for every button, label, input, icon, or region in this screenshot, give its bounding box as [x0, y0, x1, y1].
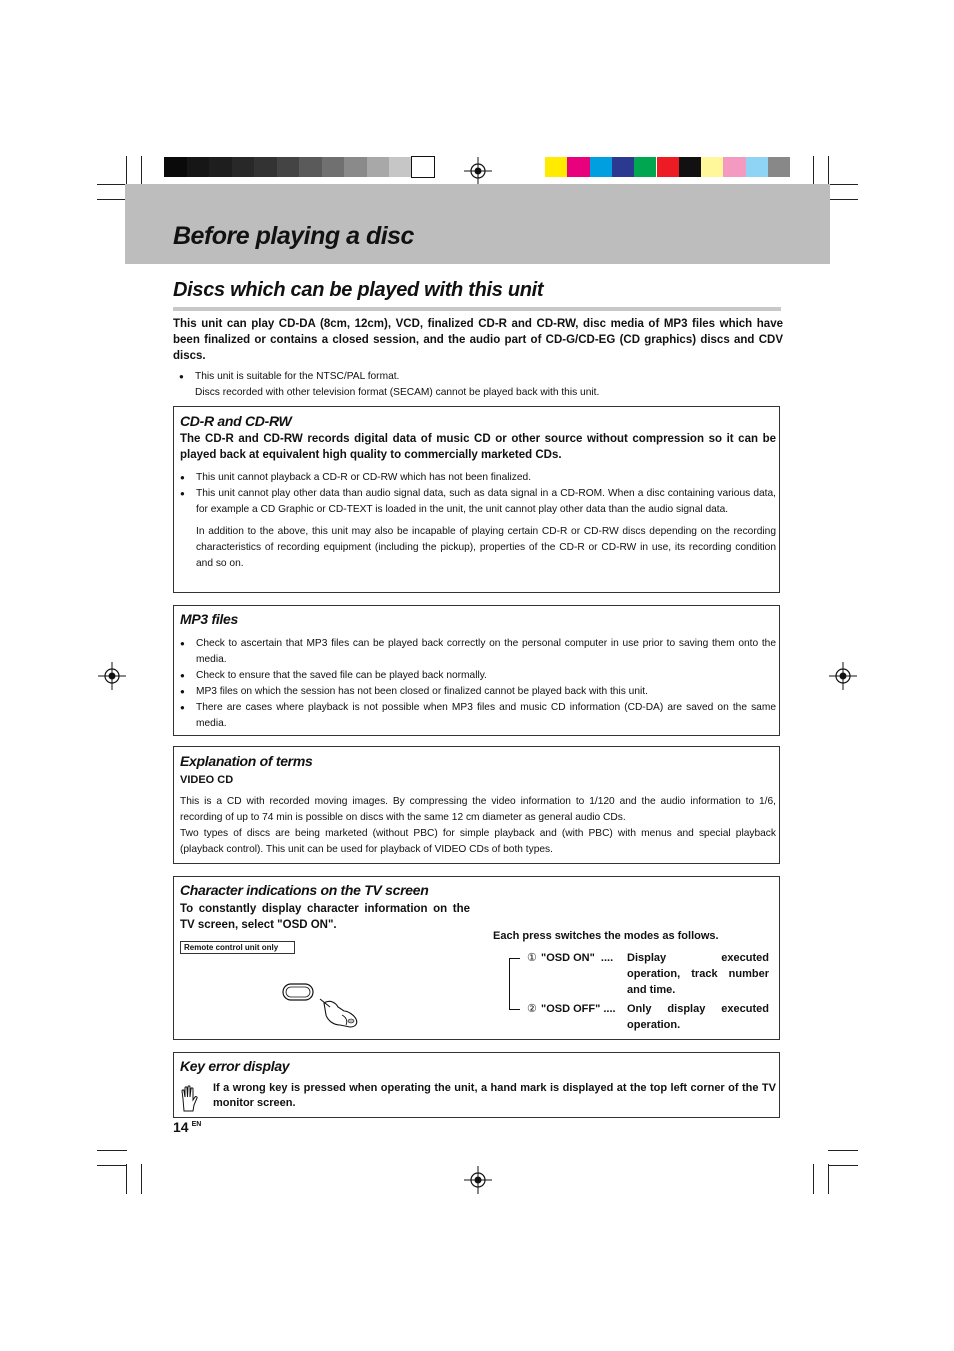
color-swatch: [254, 157, 277, 177]
list-item: ● This unit cannot playback a CD-R or CD-RW which has not been finalized.: [180, 470, 776, 486]
note-line-2: Discs recorded with other television format (SECAM) cannot be played back with this unit.: [195, 387, 600, 398]
video-cd-para-2: Two types of discs are being marketed (without PBC) for simple playback and (with PBC) with menus and special playback (playback control). This unit can be used for playback of VIDEO CDs of both types.: [180, 828, 776, 855]
color-swatch: [701, 157, 723, 177]
section-rule: [173, 307, 781, 311]
crop-mark: [828, 1165, 858, 1166]
color-swatch: [232, 157, 255, 177]
format-note: [179, 369, 779, 401]
cdr-box: [173, 406, 780, 593]
crop-mark: [97, 199, 127, 200]
color-swatch: [567, 157, 589, 177]
each-press-text: Each press switches the modes as follows.: [493, 930, 719, 942]
page-number-value: 14: [173, 1119, 189, 1135]
video-cd-para-1: This is a CD with recorded moving images. By compressing the video information to 1/120 and the audio information to 1/6, recording of up to 74 min is possible on discs with the same 12 cm diameter as general audio CDs.: [180, 796, 776, 823]
list-item: ● MP3 files on which the session has not been closed or finalized cannot be played back with this unit.: [180, 684, 776, 700]
character-box: [173, 876, 780, 1040]
list-item: ● There are cases where playback is not possible when MP3 files and music CD information (CD-DA) are saved on the same media.: [180, 700, 776, 732]
terms-box-title: Explanation of terms: [180, 753, 313, 769]
color-swatch: [657, 157, 679, 177]
color-swatch: [545, 157, 567, 177]
mode-1-label: "OSD ON" ....: [541, 952, 614, 964]
crop-mark: [828, 156, 829, 186]
crop-mark: [126, 156, 127, 186]
key-error-box: [173, 1052, 780, 1118]
section-title: Discs which can be played with this unit: [173, 279, 544, 301]
color-swatch: [634, 157, 656, 177]
mp3-box-title: MP3 files: [180, 611, 238, 627]
intro-text: [173, 316, 783, 364]
crop-mark: [97, 184, 127, 185]
color-swatch: [412, 157, 435, 177]
key-error-text: If a wrong key is pressed when operating the unit, a hand mark is displayed at the top left corner of the TV monitor screen.: [213, 1082, 776, 1109]
color-swatch: [367, 157, 390, 177]
remote-button-press-icon: [282, 981, 366, 1029]
page-number: [173, 1119, 201, 1135]
crop-mark: [813, 1164, 814, 1194]
color-swatch: [723, 157, 745, 177]
cdr-bullets: [180, 470, 776, 518]
cdr-extra: In addition to the above, this unit may also be incapable of playing certain CD-R or CD-RW discs depending on the recording characteristics of recording equipment (including the pickup), properties of the CD-R or CD-RW in use, its recording condition and so on.: [196, 526, 776, 569]
color-swatch: [746, 157, 768, 177]
intro-paragraph: This unit can play CD-DA (8cm, 12cm), VCD, finalized CD-R and CD-RW, disc media of MP3 files which have been finalized or contains a closed session, and the audio part of CD-G/CD-EG (CD graphics) discs and CDV discs.: [173, 318, 783, 362]
list-item: ● Check to ensure that the saved file can be played back normally.: [180, 668, 776, 684]
mp3-bullets: [180, 636, 776, 732]
color-swatch: [344, 157, 367, 177]
color-swatch: [209, 157, 232, 177]
mode-2-number: ②: [527, 1003, 537, 1015]
terms-box: [173, 746, 780, 864]
crop-mark: [141, 1164, 142, 1194]
list-item: ● This unit cannot play other data than audio signal data, such as data signal in a CD-ROM. When a disc containing various data, for example a CD Graphic or CD-TEXT is loaded in the unit, the unit cannot play other data than the audio signal data.: [180, 486, 776, 518]
color-swatch: [187, 157, 210, 177]
mode-2-description: Only display executed operation.: [627, 1003, 769, 1031]
color-swatch: [299, 157, 322, 177]
crop-mark: [828, 184, 858, 185]
mp3-box: [173, 605, 780, 736]
cdr-box-title: CD-R and CD-RW: [180, 413, 292, 429]
color-swatch: [164, 157, 187, 177]
registration-mark-icon: [97, 661, 127, 691]
video-cd-heading: VIDEO CD: [180, 774, 234, 786]
hand-mark-icon: [180, 1085, 198, 1113]
color-swatch: [389, 157, 412, 177]
mode-1-description: Display executed operation, track number and time.: [627, 952, 769, 996]
cycle-bracket: [509, 958, 520, 1010]
crop-mark: [828, 1150, 858, 1151]
cdr-box-body: [180, 431, 776, 572]
color-swatch: [768, 157, 790, 177]
cdr-lead: The CD-R and CD-RW records digital data of music CD or other source without compression so it can be played back at equivalent high quality to commercially marketed CDs.: [180, 433, 776, 461]
remote-only-badge: Remote control unit only: [180, 941, 295, 954]
crop-mark: [813, 156, 814, 186]
color-swatch: [612, 157, 634, 177]
language-code: EN: [191, 1121, 202, 1129]
crop-mark: [141, 156, 142, 186]
terms-box-body: [180, 772, 776, 858]
list-item: ● Check to ascertain that MP3 files can be played back correctly on the personal computer in use prior to saving them onto the media.: [180, 636, 776, 668]
mode-1-number: ①: [527, 952, 537, 964]
crop-mark: [828, 199, 858, 200]
color-swatch: [679, 157, 701, 177]
color-swatch: [277, 157, 300, 177]
registration-mark-icon: [828, 661, 858, 691]
note-line-1: This unit is suitable for the NTSC/PAL format.: [195, 371, 400, 382]
crop-mark: [126, 1164, 127, 1194]
color-swatch: [322, 157, 345, 177]
page-title: Before playing a disc: [173, 222, 414, 250]
crop-mark: [97, 1150, 127, 1151]
mp3-box-body: [180, 636, 776, 732]
character-box-title: Character indications on the TV screen: [180, 882, 429, 898]
crop-mark: [828, 1164, 829, 1194]
crop-mark: [97, 1165, 127, 1166]
character-lead: To constantly display character information on the TV screen, select "OSD ON".: [180, 903, 470, 931]
note-item: [179, 369, 779, 401]
registration-mark-icon: [463, 157, 493, 185]
color-swatch: [590, 157, 612, 177]
key-error-box-title: Key error display: [180, 1058, 290, 1074]
mode-2-label: "OSD OFF" ....: [541, 1003, 616, 1015]
registration-mark-icon: [463, 1166, 493, 1194]
